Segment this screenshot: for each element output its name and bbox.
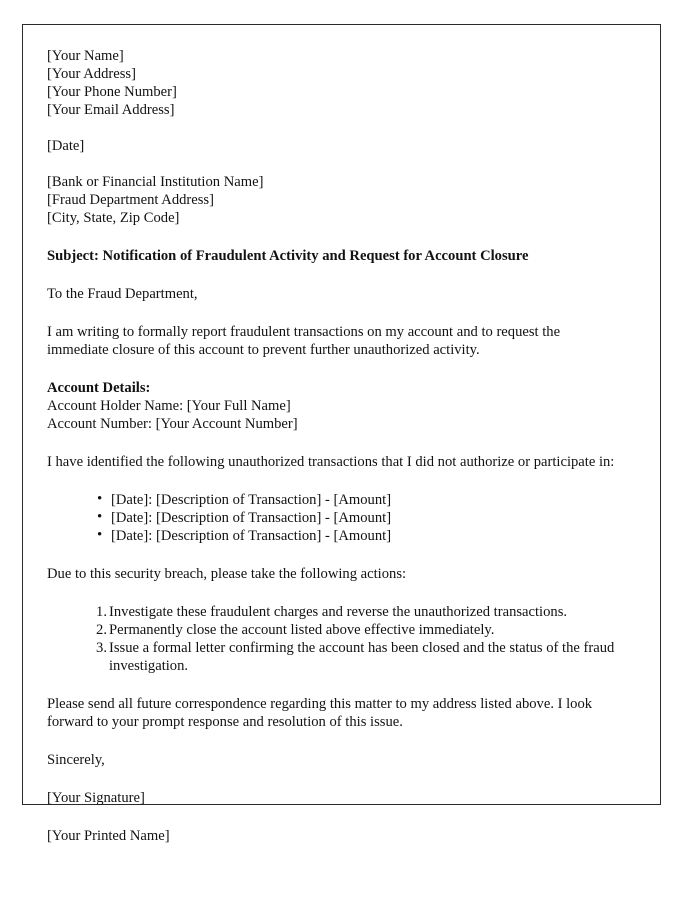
sender-address: [Your Address] <box>47 66 136 82</box>
list-item: Investigate these fraudulent charges and reverse the unauthorized transactions. <box>109 604 568 620</box>
account-number: Account Number: [Your Account Number] <box>47 416 298 432</box>
recipient-address-block <box>47 173 617 227</box>
letter-date: [Date] <box>47 138 85 154</box>
signature-placeholder: [Your Signature] <box>47 790 145 806</box>
intro-paragraph: I am writing to formally report fraudulent transactions on my account and to request the immediate closure of this account to prevent further unauthorized activity. <box>47 324 561 358</box>
sender-email: [Your Email Address] <box>47 102 175 118</box>
printed-name-placeholder: [Your Printed Name] <box>47 828 170 844</box>
list-item: Permanently close the account listed above effective immediately. <box>109 622 495 638</box>
account-details-block <box>47 379 617 433</box>
sender-phone: [Your Phone Number] <box>47 84 177 100</box>
spacer <box>47 583 617 603</box>
spacer <box>47 731 617 751</box>
actions-intro: Due to this security breach, please take the following actions: <box>47 566 407 582</box>
account-details-heading: Account Details: <box>47 380 151 396</box>
spacer <box>47 119 617 137</box>
list-item: Issue a formal letter confirming the account has been closed and the status of the fraud investigation. <box>109 640 615 674</box>
salutation: To the Fraud Department, <box>47 286 198 302</box>
spacer <box>47 155 617 173</box>
requested-actions-list <box>47 603 617 675</box>
spacer <box>47 265 617 285</box>
sender-name: [Your Name] <box>47 48 124 64</box>
spacer <box>47 675 617 695</box>
account-holder-name: Account Holder Name: [Your Full Name] <box>47 398 291 414</box>
letter-body <box>47 47 617 844</box>
letter-page <box>22 24 661 844</box>
unauthorized-transactions-list <box>47 491 617 545</box>
spacer <box>47 433 617 453</box>
closing-paragraph: Please send all future correspondence regarding this matter to my address listed above. I look forward to your prompt response and resolution of this issue. <box>47 696 593 730</box>
spacer <box>47 303 617 323</box>
transactions-intro: I have identified the following unauthorized transactions that I did not authorize or participate in: <box>47 454 615 470</box>
spacer <box>47 359 617 379</box>
recipient-department-address: [Fraud Department Address] <box>47 192 214 208</box>
recipient-city-state-zip: [City, State, Zip Code] <box>47 210 180 226</box>
list-item: • [Date]: [Description of Transaction] - [Amount] <box>47 527 617 545</box>
subject-line: Subject: Notification of Fraudulent Activity and Request for Account Closure <box>47 248 529 264</box>
spacer <box>47 227 617 247</box>
recipient-institution: [Bank or Financial Institution Name] <box>47 174 264 190</box>
spacer <box>47 545 617 565</box>
sign-off: Sincerely, <box>47 752 105 768</box>
spacer <box>47 807 617 827</box>
spacer <box>47 769 617 789</box>
sender-address-block <box>47 47 617 119</box>
list-item: • [Date]: [Description of Transaction] - [Amount] <box>47 509 617 527</box>
spacer <box>47 471 617 491</box>
list-item: • [Date]: [Description of Transaction] - [Amount] <box>47 491 617 509</box>
